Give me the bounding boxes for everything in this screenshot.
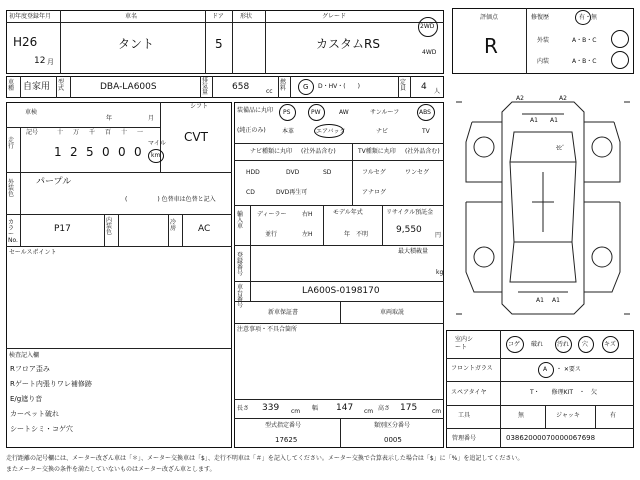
spec-no-label: 型式指定番号 — [265, 422, 302, 429]
km-label: km — [151, 152, 161, 159]
spare-label: スペアタイヤ — [451, 389, 487, 396]
glass-value: A — [543, 366, 548, 373]
car-name-label: 車名 — [125, 13, 138, 20]
grade-interior: A・B・C — [572, 58, 597, 65]
width-unit: cm — [364, 408, 374, 415]
drive-2wd: 2WD — [420, 23, 435, 30]
footer-note-1: 走行距離の記号欄には、メーター改ざん車は「＊」、メーター交換車は「$」、走行不明車は「＃」を記入してください。メーター交換で合算表示した場合は「$」に「%」を追記してください。 — [6, 455, 524, 462]
vehicle-label: 車種 — [8, 79, 15, 92]
recycle-label: リサイクル預託金 — [386, 209, 434, 216]
shift-label: シフト — [190, 103, 209, 110]
notes-label: 検査記入欄 — [9, 352, 40, 359]
digit-2: 2 — [70, 145, 78, 159]
equipment-label: 装備品に丸印 — [237, 107, 274, 114]
inspection-label: 車検 — [25, 109, 38, 116]
import-label: 輸入車 — [237, 211, 244, 230]
footer-note-2: またメーター交換の条件を満たしていないものはメーター改ざん車とします。 — [6, 466, 216, 473]
note-3: E/g遮り音 — [10, 395, 43, 403]
height: 175 — [400, 403, 418, 413]
reg-year-label: 初年度登録年月 — [9, 13, 52, 20]
caution-label: 注意事項・不具合箇所 — [237, 326, 298, 333]
equip-airbag: エアバック — [316, 128, 346, 135]
grade-exterior-label: 外装 — [537, 37, 550, 44]
seat-label: 室内シート — [455, 336, 474, 352]
chassis-label: 車台番号 — [237, 284, 244, 309]
reg-month: 12 — [34, 56, 46, 66]
fuel-options: D・HV・( ) — [318, 83, 360, 90]
reg-no-label: 登録番号 — [237, 252, 244, 277]
length: 339 — [262, 403, 280, 413]
equip-tv: TV — [422, 128, 430, 135]
import-parallel: 並行 — [265, 231, 278, 238]
length-unit: cm — [291, 408, 301, 415]
class-no-label: 類別区分番号 — [374, 422, 411, 429]
equip-leather: 本革 — [282, 128, 295, 135]
model-label: 型式 — [58, 79, 65, 92]
reg-era: H26 — [13, 35, 38, 49]
seat-kizu: キズ — [604, 341, 616, 348]
tv-fullseg: フルセグ — [362, 169, 386, 176]
digit-1: 1 — [54, 145, 62, 159]
door-count: 5 — [215, 37, 223, 51]
mileage-label: 走行 — [8, 137, 15, 150]
color-no-label: カラーNo. — [8, 219, 18, 244]
car-manual: 車両取説 — [380, 309, 405, 316]
exterior-note: ( ) 色替車は色替と記入 — [125, 196, 216, 203]
tv-analog: アナログ — [362, 189, 387, 196]
navi-label: ナビ種類に丸印 — [250, 148, 293, 155]
navi-dvd: DVD — [286, 169, 300, 176]
glass-label: フロントガラス — [451, 365, 493, 372]
ac-label: 冷房 — [170, 219, 177, 232]
drive-4wd: 4WD — [422, 49, 437, 56]
mgmt-no: 03862000070000067698 — [506, 434, 596, 442]
navi-dvd-play: DVD再生可 — [276, 189, 308, 196]
import-rh: 右H — [302, 211, 313, 218]
capacity: 4 — [421, 82, 427, 92]
width: 147 — [336, 403, 354, 413]
mgmt-label: 管理番号 — [452, 435, 477, 442]
digit-4: 0 — [102, 145, 110, 159]
diagram-label-a2-right: A2 — [559, 95, 567, 102]
import-lh: 左H — [302, 231, 313, 238]
spare-value: T・ 修理KIT ・ 欠 — [530, 389, 598, 396]
max-load-label: 最大積載量 — [398, 248, 429, 255]
place-6: 一 — [137, 129, 144, 136]
equip-aw: AW — [339, 109, 349, 116]
yen-unit: 円 — [435, 232, 442, 239]
person-unit: 人 — [434, 88, 441, 95]
displacement-label: 排気量 — [202, 77, 209, 96]
repair-label: 修復歴 — [531, 14, 550, 21]
digit-6: 0 — [134, 145, 142, 159]
grade-exterior: A・B・C — [572, 37, 597, 44]
car-damage-diagram — [452, 92, 634, 324]
equip-navi: ナビ — [376, 128, 389, 135]
tv-label: TV種類に丸印 — [358, 148, 396, 155]
note-4: カーペット破れ — [10, 410, 59, 418]
diagram-label-a1-3: A1 — [536, 297, 544, 304]
mile-label: マイル — [148, 140, 166, 147]
place-1: 十 — [57, 129, 64, 136]
seat-yogore: 汚れ — [557, 341, 570, 348]
mileage-code-label: 記号 — [26, 129, 39, 136]
equip-sunroof: サンルーフ — [370, 109, 400, 116]
tools-label: 工具 — [458, 412, 471, 419]
tools-value: 無 — [518, 412, 525, 419]
model-year: 年 不明 — [344, 231, 369, 238]
equipment-sub: (純正のみ) — [237, 127, 266, 134]
new-car-warranty: 新車保証書 — [268, 309, 299, 316]
exterior-label: 外装色 — [8, 179, 15, 198]
place-4: 百 — [105, 129, 112, 136]
diagram-label-sebi: ｾﾋﾞ — [556, 145, 566, 152]
width-label: 幅 — [312, 405, 319, 412]
reg-box — [6, 76, 444, 98]
model-year-label: モデル年式 — [333, 209, 363, 216]
navi-sd: SD — [323, 169, 332, 176]
seat-yabure: 破れ — [531, 341, 544, 348]
height-label: 高さ — [378, 405, 391, 412]
diagram-label-a1-1: A1 — [530, 117, 538, 124]
digit-3: 5 — [86, 145, 94, 159]
interior-color-label: 内装色 — [106, 217, 113, 236]
repair: 有・無 — [579, 14, 598, 21]
note-5: シートシミ・コゲ穴 — [10, 425, 73, 433]
navi-hdd: HDD — [246, 169, 260, 176]
seat-ana: 穴 — [582, 341, 589, 348]
digit-5: 0 — [118, 145, 126, 159]
sales-point-label: セールスポイント — [9, 249, 57, 256]
diagram-label-a2-left: A2 — [516, 95, 524, 102]
navi-cd: CD — [246, 189, 255, 196]
diagram-label-a1-4: A1 — [552, 297, 560, 304]
jack-value: 有 — [610, 412, 617, 419]
grade: カスタムRS — [316, 37, 380, 51]
equip-abs: ABS — [419, 109, 431, 116]
tv-sub: (社外品含む) — [405, 148, 440, 155]
tv-oneseg: ワンセグ — [405, 169, 430, 176]
shape-label: 形状 — [240, 13, 253, 20]
model: DBA-LA600S — [100, 82, 157, 92]
class-no: 0005 — [384, 436, 402, 444]
capacity-label: 定員 — [400, 79, 407, 92]
door-label: ドア — [212, 13, 224, 20]
fuel-label: 燃料 — [280, 79, 287, 92]
equip-ps: PS — [283, 109, 291, 116]
ac: AC — [198, 224, 211, 234]
inspection-month: 月 — [148, 115, 155, 122]
grade-interior-label: 内装 — [537, 58, 550, 65]
shift: CVT — [184, 130, 208, 144]
car-name: タント — [118, 37, 155, 51]
note-2: Rゲート内張りワレ補修跡 — [10, 380, 92, 388]
use: 自家用 — [23, 82, 51, 92]
place-5: 十 — [121, 129, 128, 136]
place-2: 万 — [73, 129, 80, 136]
score-label: 評価点 — [480, 14, 499, 21]
glass-suffix: ・ ✕要ス — [556, 366, 581, 373]
grade-label: グレード — [322, 13, 347, 20]
score: R — [484, 34, 498, 58]
spec-no: 17625 — [275, 436, 298, 444]
fuel: G — [303, 83, 309, 91]
length-label: 長さ — [237, 405, 250, 412]
kg-unit: kg — [436, 269, 444, 276]
cc-unit: cc — [266, 88, 273, 95]
displacement: 658 — [232, 82, 250, 92]
exterior-color: パープル — [36, 177, 72, 187]
reg-month-unit: 月 — [47, 58, 54, 66]
import-dealer: ディーラー — [257, 211, 287, 218]
jack-label: ジャッキ — [556, 412, 580, 419]
color-no: P17 — [54, 224, 71, 234]
height-unit: cm — [432, 408, 442, 415]
note-1: Rフロア歪み — [10, 365, 50, 373]
inspection-year: 年 — [106, 115, 113, 122]
place-3: 千 — [89, 129, 96, 136]
diagram-label-a1-2: A1 — [550, 117, 558, 124]
chassis-no: LA600S-0198170 — [302, 286, 380, 296]
equip-pw: PW — [311, 109, 321, 116]
seat-koge: コゲ — [508, 341, 521, 348]
recycle: 9,550 — [396, 225, 422, 235]
navi-sub: (社外品含む) — [301, 148, 336, 155]
